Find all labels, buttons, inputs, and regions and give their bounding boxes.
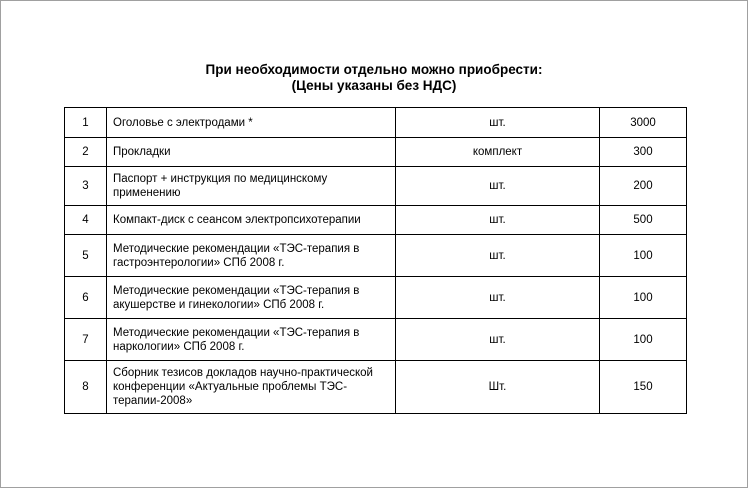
row-number: 2 xyxy=(65,138,107,167)
item-price: 150 xyxy=(600,361,687,414)
row-number: 1 xyxy=(65,108,107,138)
item-unit: Шт. xyxy=(396,361,600,414)
item-unit: шт. xyxy=(396,319,600,361)
row-number: 7 xyxy=(65,319,107,361)
row-number: 6 xyxy=(65,277,107,319)
page-title: При необходимости отдельно можно приобрести: xyxy=(205,62,543,77)
item-name: Сборник тезисов докладов научно-практической конференции «Актуальные проблемы ТЭС-терапии-2008» xyxy=(107,361,396,414)
row-number: 3 xyxy=(65,167,107,206)
item-unit: шт. xyxy=(396,167,600,206)
row-number: 5 xyxy=(65,235,107,277)
item-unit: шт. xyxy=(396,108,600,138)
table-row xyxy=(65,319,687,361)
item-name: Методические рекомендации «ТЭС-терапия в наркологии» СПб 2008 г. xyxy=(107,319,396,361)
item-price: 300 xyxy=(600,138,687,167)
table-row xyxy=(65,138,687,167)
item-price: 100 xyxy=(600,277,687,319)
item-price: 100 xyxy=(600,319,687,361)
row-number: 4 xyxy=(65,206,107,235)
table-row xyxy=(65,277,687,319)
table-row xyxy=(65,206,687,235)
item-price: 3000 xyxy=(600,108,687,138)
item-unit: шт. xyxy=(396,206,600,235)
item-name: Оголовье с электродами * xyxy=(107,108,396,138)
table-row xyxy=(65,108,687,138)
item-name: Методические рекомендации «ТЭС-терапия в гастроэнтерологии» СПб 2008 г. xyxy=(107,235,396,277)
item-name: Прокладки xyxy=(107,138,396,167)
table-row xyxy=(65,235,687,277)
item-name: Компакт-диск с сеансом электропсихотерапии xyxy=(107,206,396,235)
item-unit: комплект xyxy=(396,138,600,167)
item-price: 100 xyxy=(600,235,687,277)
item-name: Паспорт + инструкция по медицинскому применению xyxy=(107,167,396,206)
table-row xyxy=(65,167,687,206)
item-name: Методические рекомендации «ТЭС-терапия в акушерстве и гинекологии» СПб 2008 г. xyxy=(107,277,396,319)
page-subtitle: (Цены указаны без НДС) xyxy=(291,78,457,93)
item-unit: шт. xyxy=(396,235,600,277)
table-row xyxy=(65,361,687,414)
item-price: 200 xyxy=(600,167,687,206)
item-unit: шт. xyxy=(396,277,600,319)
row-number: 8 xyxy=(65,361,107,414)
price-table xyxy=(64,107,687,414)
item-price: 500 xyxy=(600,206,687,235)
